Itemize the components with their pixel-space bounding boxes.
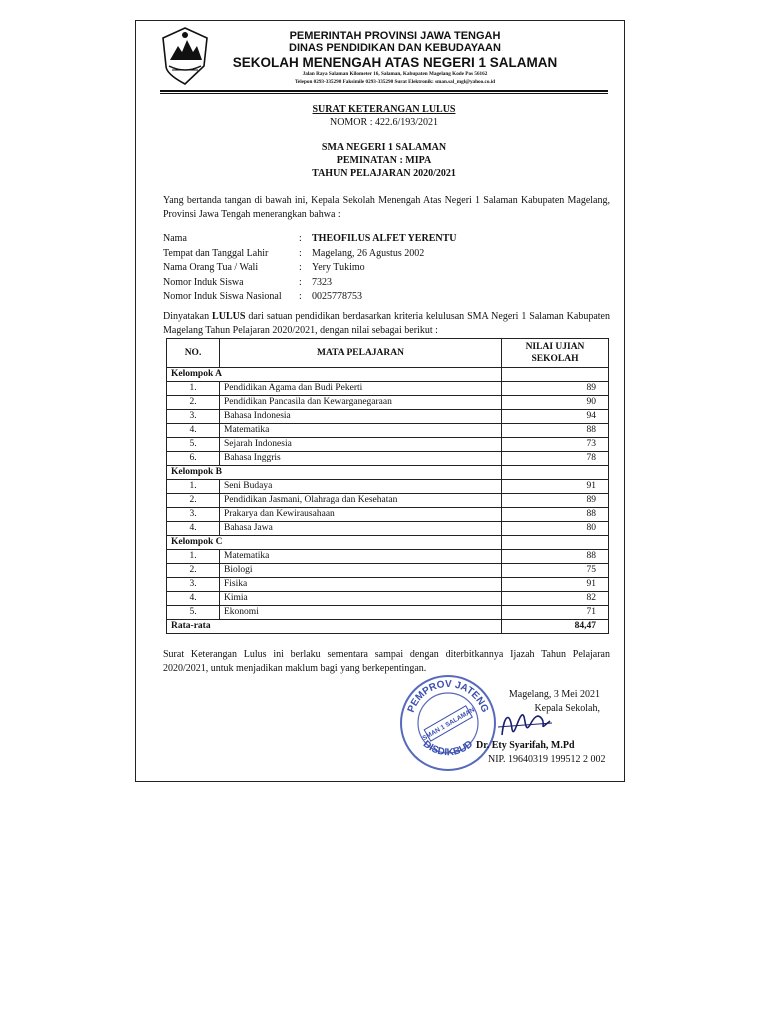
row-no: 1.: [167, 382, 220, 396]
province-emblem-icon: [160, 26, 210, 86]
row-subject: Bahasa Jawa: [220, 522, 502, 536]
row-no: 3.: [167, 410, 220, 424]
group-name: Kelompok A: [167, 368, 502, 382]
col-no-header: NO.: [167, 339, 220, 368]
table-row: [167, 424, 609, 438]
table-row: [167, 396, 609, 410]
group-empty-cell: [502, 536, 609, 550]
document-number: NOMOR : 422.6/193/2021: [329, 117, 439, 128]
row-no: 2.: [167, 396, 220, 410]
row-subject: Kimia: [220, 592, 502, 606]
row-score: 73: [502, 438, 609, 452]
student-name: THEOFILUS ALFET YERENTU: [312, 233, 457, 244]
info-label: Nomor Induk Siswa Nasional: [163, 291, 282, 302]
row-subject: Bahasa Indonesia: [220, 410, 502, 424]
row-score: 89: [502, 494, 609, 508]
col-subject-header: MATA PELAJARAN: [220, 339, 502, 368]
stamp-center-text: SMAN 1 SALAMAN: [421, 706, 476, 743]
info-row: [163, 290, 456, 305]
row-subject: Fisika: [220, 578, 502, 592]
info-value: 0025778753: [312, 291, 362, 302]
row-score: 88: [502, 424, 609, 438]
group-row: [167, 368, 609, 382]
row-no: 4.: [167, 592, 220, 606]
major-heading: PEMINATAN : MIPA: [336, 155, 432, 166]
row-score: 91: [502, 480, 609, 494]
row-score: 88: [502, 508, 609, 522]
stamp-top-textpath: PEMPROV JATENG: [405, 678, 491, 715]
group-row: [167, 466, 609, 480]
average-row: [167, 620, 609, 634]
info-colon: :: [299, 247, 302, 259]
table-row: [167, 382, 609, 396]
info-colon: :: [299, 262, 302, 273]
row-no: 1.: [167, 550, 220, 564]
letterhead-address: Jalan Raya Salaman Kilometer 16, Salaman, Kabupaten Magelang Kode Pos 56162: [302, 71, 488, 77]
table-row: [167, 438, 609, 452]
letterhead-rule-thick: [160, 90, 608, 92]
table-row: [167, 564, 609, 578]
document-title: SURAT KETERANGAN LULUS: [312, 104, 456, 115]
signature-position: Kepala Sekolah,: [534, 703, 600, 714]
table-row: [167, 550, 609, 564]
student-info: [163, 232, 456, 305]
statement-prefix: Dinyatakan: [163, 311, 210, 322]
row-no: 1.: [167, 480, 220, 494]
row-subject: Sejarah Indonesia: [220, 438, 502, 452]
row-no: 6.: [167, 452, 220, 466]
row-score: 82: [502, 592, 609, 606]
row-no: 4.: [167, 424, 220, 438]
row-subject: Seni Budaya: [220, 480, 502, 494]
statement-suffix: dari satuan pendidikan berdasarkan kriteria kelulusan SMA Negeri 1 Salaman Kabupaten Magelang Tahun Pelajaran 2020/2021, dengan nilai sebagai berikut :: [163, 311, 610, 336]
row-subject: Pendidikan Agama dan Budi Pekerti: [220, 382, 502, 396]
school-heading: SMA NEGERI 1 SALAMAN: [321, 142, 447, 153]
grades-table: [166, 338, 609, 634]
group-row: [167, 536, 609, 550]
info-value: 7323: [312, 276, 332, 288]
year-heading: TAHUN PELAJARAN 2020/2021: [312, 168, 456, 179]
table-row: [167, 494, 609, 508]
row-score: 90: [502, 396, 609, 410]
table-row: [167, 592, 609, 606]
table-row: [167, 578, 609, 592]
row-score: 89: [502, 382, 609, 396]
info-row: [163, 232, 456, 247]
table-row: [167, 452, 609, 466]
row-score: 88: [502, 550, 609, 564]
row-subject: Pendidikan Jasmani, Olahraga dan Kesehatan: [220, 494, 502, 508]
row-no: 2.: [167, 494, 220, 508]
table-header-row: [167, 339, 609, 368]
info-colon: :: [299, 233, 302, 244]
row-no: 2.: [167, 564, 220, 578]
row-subject: Matematika: [220, 424, 502, 438]
table-row: [167, 410, 609, 424]
stamp-bottom-text: [421, 739, 475, 759]
letterhead-line1: PEMERINTAH PROVINSI JAWA TENGAH: [289, 30, 501, 42]
group-empty-cell: [502, 466, 609, 480]
row-score: 94: [502, 410, 609, 424]
row-score: 91: [502, 578, 609, 592]
info-label: Nomor Induk Siswa: [163, 276, 244, 288]
row-no: 4.: [167, 522, 220, 536]
closing-paragraph: Surat Keterangan Lulus ini berlaku sementara sampai dengan diterbitkannya Ijazah Tahun Pelajaran 2020/2021, untuk menjadikan maklum bagi yang berkepentingan.: [163, 649, 610, 674]
row-subject: Matematika: [220, 550, 502, 564]
info-label: Nama: [163, 233, 187, 244]
group-name: Kelompok C: [167, 536, 502, 550]
row-score: 78: [502, 452, 609, 466]
info-row: [163, 261, 456, 276]
row-score: 80: [502, 522, 609, 536]
principal-name: Dr. Ety Syarifah, M.Pd: [476, 740, 575, 751]
row-subject: Biologi: [220, 564, 502, 578]
intro-paragraph: Yang bertanda tangan di bawah ini, Kepala Sekolah Menengah Atas Negeri 1 Salaman Kabupaten Magelang, Provinsi Jawa Tengah menerangkan bahwa :: [163, 195, 610, 220]
group-empty-cell: [502, 368, 609, 382]
letterhead-contact: Telepon 0293-335290 Faksimile 0293-335290 Surat Elektronik: sman.sal_mgl@yahoo.co.id: [294, 79, 496, 85]
handwritten-signature: [494, 705, 556, 743]
info-colon: :: [299, 291, 302, 302]
row-subject: Prakarya dan Kewirausahaan: [220, 508, 502, 522]
letterhead-school-name: SEKOLAH MENENGAH ATAS NEGERI 1 SALAMAN: [232, 55, 558, 70]
table-row: [167, 522, 609, 536]
principal-nip: NIP. 19640319 199512 2 002: [488, 754, 606, 765]
letterhead: [215, 30, 575, 86]
row-no: 3.: [167, 578, 220, 592]
info-label: Tempat dan Tanggal Lahir: [163, 247, 269, 259]
table-row: [167, 606, 609, 620]
stamp-bottom-textpath: DISDIKBUD: [420, 738, 476, 759]
table-row: [167, 480, 609, 494]
col-score-header: NILAI UJIAN SEKOLAH: [502, 339, 609, 368]
row-no: 5.: [167, 606, 220, 620]
info-label: Nama Orang Tua / Wali: [163, 262, 259, 273]
signature-place-date: Magelang, 3 Mei 2021: [508, 689, 600, 700]
row-subject: Pendidikan Pancasila dan Kewarganegaraan: [220, 396, 502, 410]
letterhead-line2: DINAS PENDIDIKAN DAN KEBUDAYAAN: [289, 42, 501, 54]
info-value: Yery Tukimo: [312, 262, 365, 273]
info-row: [163, 247, 456, 262]
row-no: 3.: [167, 508, 220, 522]
group-name: Kelompok B: [167, 466, 502, 480]
average-label: Rata-rata: [167, 620, 502, 634]
average-value: 84,47: [502, 620, 609, 634]
info-row: [163, 276, 456, 291]
row-subject: Bahasa Inggris: [220, 452, 502, 466]
letterhead-rule-thin: [160, 93, 608, 94]
row-score: 75: [502, 564, 609, 578]
info-colon: :: [299, 276, 302, 288]
status-lulus: LULUS: [212, 311, 246, 322]
table-row: [167, 508, 609, 522]
row-no: 5.: [167, 438, 220, 452]
info-value: Magelang, 26 Agustus 2002: [312, 247, 425, 259]
row-score: 71: [502, 606, 609, 620]
graduation-statement: [163, 310, 610, 337]
row-subject: Ekonomi: [220, 606, 502, 620]
